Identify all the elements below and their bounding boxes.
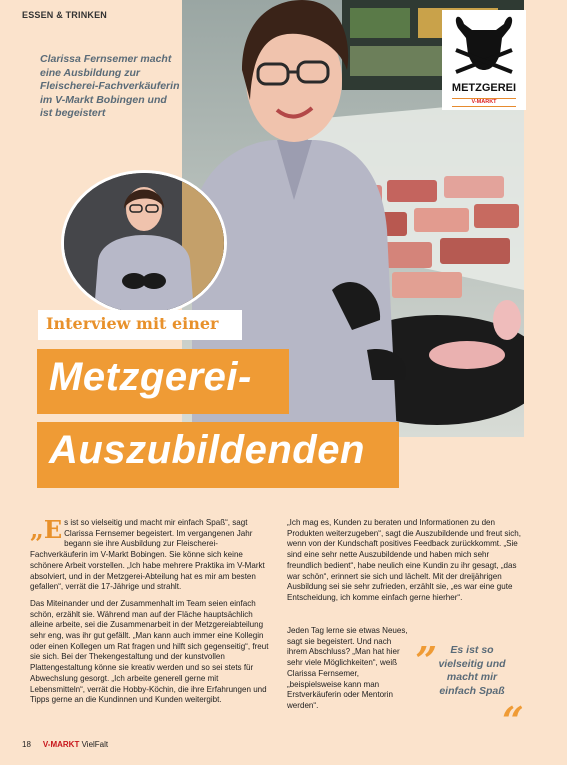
article-paragraph: Das Miteinander und der Zusammenhalt im Team seien einfach schön, erzählt sie. Während man auf der Fläche hauptsächlich alleine arbeite, sei die Zusammenarbeit in der Metzgereiabteilung sehr eng, was ihr gut gefällt. „Man kann auch immer eine Kollegin oder einen Kollegen um Rat fragen und hilft sich gegenseitig“, freut sie sich. Bei der Thekengestaltung und der kunstvollen Plattengestaltung könne sie kreativ werden und so sei stets für Abwechslung gesorgt. „Ich arbeite generell gerne mit Lebensmitteln“, verrät die Hobby-Köchin, die ihre Erfahrungen und Tipps gerne an die Kundinnen und Kunden weitergibt. bbox=[30, 598, 269, 705]
paragraph-text: s ist so vielseitig und macht mir einfach Spaß“, sagt Clarissa Fernsemer begeistert. Im vergangenen Jahr begann sie ihre Ausbildung zur Fleischerei-Fachverkäuferin im V-Markt Bobingen. Sie könne sich keine schönere Arbeit vorstellen. „Ich habe mehrere Praktika im V-Markt absolviert, und in der Metzgerei-Abteilung hat es mir am besten gefallen“, verrät die 17-Jährige und strahlt. bbox=[30, 518, 265, 592]
kicker-box bbox=[38, 310, 242, 340]
article-column-1 bbox=[30, 515, 274, 712]
article-paragraph: „Ich mag es, Kunden zu beraten und Informationen zu den Produkten weiterzugeben“, sagt die Auszubildende und freut sich, wenn von der Kundschaft positives Feedback zurückkommt. „Sie sind eine sehr nette Auszubildende und haben mich sehr freundlich bedient“, habe neulich eine Kundin zu ihr gesagt, „das war schön“, erinnert sie sich und lächelt. Mit der dreijährigen Ausbildung sei sie sehr zufrieden, erzählt sie, „es war eine gute Entscheidung, ich komme einfach gerne hierher“. bbox=[287, 518, 521, 602]
headline-line2: Auszubildenden bbox=[49, 428, 365, 472]
page-number: 18 bbox=[22, 740, 31, 749]
intro-text: Clarissa Fernsemer macht eine Ausbildung zur Fleischerei-Fachverkäuferin im V-Markt Bobingen und ist begeistert bbox=[40, 53, 180, 119]
portrait-photo bbox=[61, 170, 227, 316]
dropcap-quote: „ bbox=[30, 515, 44, 544]
page-footer bbox=[22, 740, 108, 749]
quote-open-mark: „ bbox=[416, 616, 438, 661]
article-column-3 bbox=[287, 626, 409, 718]
footer-magazine: VielFalt bbox=[81, 740, 109, 749]
section-tag: ESSEN & TRINKEN bbox=[22, 10, 108, 20]
article-paragraph: Jeden Tag lerne sie etwas Neues, sagt sie begeistert. Und nach ihrem Abschluss? „Man hat hier sehr viele Möglichkeiten“, weiß Clarissa Fernsemer, „beispielsweise kann man Erstverkäuferin oder Mentorin werden“. bbox=[287, 626, 408, 710]
headline-line2-box bbox=[37, 422, 399, 488]
headline-kicker: Interview mit einer bbox=[46, 314, 219, 333]
headline-line1: Metzgerei- bbox=[49, 355, 252, 399]
pull-quote-text: Es ist so vielseitig und macht mir einfach Spaß bbox=[438, 644, 506, 697]
portrait-image bbox=[64, 173, 224, 313]
headline-line1-box bbox=[37, 349, 289, 414]
logo-subtitle: V-MARKT bbox=[452, 98, 516, 107]
pull-quote bbox=[414, 616, 526, 743]
article-column-2 bbox=[287, 518, 525, 610]
bull-icon bbox=[442, 10, 526, 80]
metzgerei-logo bbox=[442, 10, 526, 110]
footer-brand: V-MARKT bbox=[42, 740, 80, 749]
article-paragraph bbox=[30, 515, 274, 593]
logo-title: METZGEREI bbox=[451, 82, 517, 94]
quote-close-mark: “ bbox=[502, 698, 524, 743]
dropcap bbox=[30, 515, 63, 544]
dropcap-letter: E bbox=[43, 515, 63, 544]
